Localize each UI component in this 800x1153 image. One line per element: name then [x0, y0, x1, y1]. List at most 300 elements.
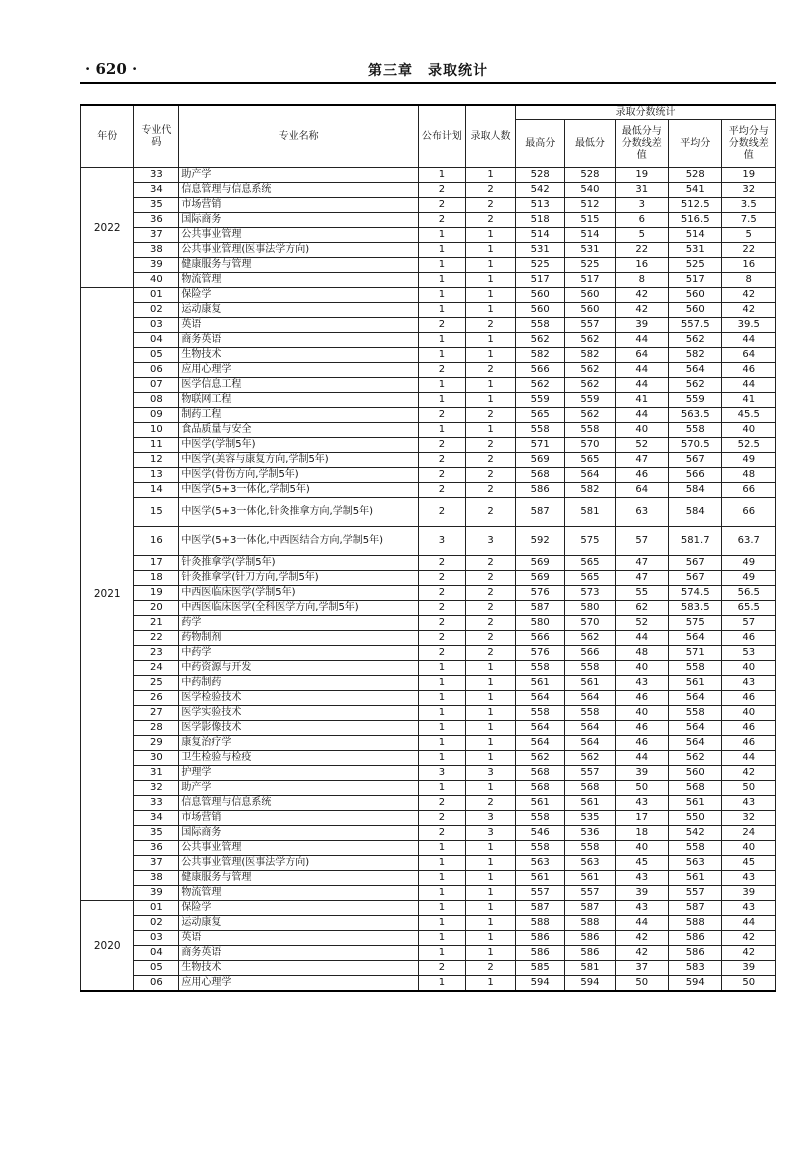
max-cell: 563 [516, 856, 565, 871]
avg-cell: 594 [669, 976, 722, 992]
admitted-cell: 1 [465, 841, 515, 856]
table-row [81, 423, 776, 438]
plan-cell: 1 [418, 721, 465, 736]
avg-cell: 571 [669, 646, 722, 661]
avg-cell: 558 [669, 706, 722, 721]
min-cell: 564 [565, 691, 615, 706]
name-cell: 中西医临床医学(全科医学方向,学制5年) [179, 601, 419, 616]
table-row [81, 601, 776, 616]
plan-cell: 2 [418, 468, 465, 483]
col-header-year: 年份 [81, 105, 134, 168]
avg-diff-cell: 41 [722, 393, 776, 408]
avg-diff-cell: 42 [722, 303, 776, 318]
avg-cell: 588 [669, 916, 722, 931]
code-cell: 36 [134, 841, 179, 856]
name-cell: 商务英语 [179, 946, 419, 961]
plan-cell: 1 [418, 706, 465, 721]
min-cell: 514 [565, 228, 615, 243]
code-cell: 03 [134, 318, 179, 333]
max-cell: 576 [516, 586, 565, 601]
avg-diff-cell: 3.5 [722, 198, 776, 213]
code-cell: 01 [134, 901, 179, 916]
col-header-group: 录取分数统计 [516, 105, 776, 120]
name-cell: 市场营销 [179, 198, 419, 213]
avg-cell: 542 [669, 826, 722, 841]
plan-cell: 1 [418, 423, 465, 438]
admitted-cell: 1 [465, 333, 515, 348]
name-cell: 医学信息工程 [179, 378, 419, 393]
min-cell: 560 [565, 303, 615, 318]
min-cell: 575 [565, 527, 615, 556]
table-row [81, 931, 776, 946]
avg-cell: 516.5 [669, 213, 722, 228]
table-row [81, 721, 776, 736]
code-cell: 36 [134, 213, 179, 228]
avg-cell: 583 [669, 961, 722, 976]
table-row [81, 198, 776, 213]
table-row [81, 183, 776, 198]
min-cell: 557 [565, 766, 615, 781]
min-diff-cell: 8 [615, 273, 668, 288]
avg-cell: 586 [669, 946, 722, 961]
avg-cell: 583.5 [669, 601, 722, 616]
max-cell: 586 [516, 931, 565, 946]
admitted-cell: 1 [465, 931, 515, 946]
min-cell: 581 [565, 498, 615, 527]
avg-cell: 563.5 [669, 408, 722, 423]
name-cell: 生物技术 [179, 348, 419, 363]
plan-cell: 2 [418, 408, 465, 423]
avg-diff-cell: 40 [722, 841, 776, 856]
code-cell: 05 [134, 348, 179, 363]
name-cell: 物联网工程 [179, 393, 419, 408]
max-cell: 546 [516, 826, 565, 841]
plan-cell: 2 [418, 586, 465, 601]
avg-cell: 564 [669, 363, 722, 378]
name-cell: 助产学 [179, 168, 419, 183]
avg-cell: 564 [669, 721, 722, 736]
min-cell: 565 [565, 453, 615, 468]
max-cell: 565 [516, 408, 565, 423]
min-diff-cell: 6 [615, 213, 668, 228]
name-cell: 中西医临床医学(学制5年) [179, 586, 419, 601]
min-cell: 588 [565, 916, 615, 931]
avg-diff-cell: 44 [722, 751, 776, 766]
min-cell: 558 [565, 661, 615, 676]
code-cell: 07 [134, 378, 179, 393]
avg-cell: 559 [669, 393, 722, 408]
admitted-cell: 1 [465, 856, 515, 871]
name-cell: 助产学 [179, 781, 419, 796]
name-cell: 医学影像技术 [179, 721, 419, 736]
min-cell: 531 [565, 243, 615, 258]
plan-cell: 1 [418, 976, 465, 992]
table-row [81, 243, 776, 258]
year-cell: 2022 [81, 168, 134, 288]
avg-diff-cell: 32 [722, 811, 776, 826]
admitted-cell: 1 [465, 393, 515, 408]
max-cell: 558 [516, 706, 565, 721]
code-cell: 23 [134, 646, 179, 661]
min-diff-cell: 44 [615, 916, 668, 931]
admitted-cell: 1 [465, 901, 515, 916]
min-cell: 515 [565, 213, 615, 228]
avg-cell: 512.5 [669, 198, 722, 213]
name-cell: 应用心理学 [179, 976, 419, 992]
admitted-cell: 3 [465, 826, 515, 841]
min-diff-cell: 46 [615, 736, 668, 751]
year-cell: 2021 [81, 288, 134, 901]
avg-diff-cell: 32 [722, 183, 776, 198]
name-cell: 运动康复 [179, 303, 419, 318]
min-cell: 565 [565, 556, 615, 571]
min-diff-cell: 44 [615, 333, 668, 348]
avg-diff-cell: 49 [722, 453, 776, 468]
max-cell: 564 [516, 721, 565, 736]
min-cell: 535 [565, 811, 615, 826]
min-diff-cell: 44 [615, 408, 668, 423]
min-diff-cell: 17 [615, 811, 668, 826]
code-cell: 09 [134, 408, 179, 423]
avg-diff-cell: 43 [722, 901, 776, 916]
min-cell: 582 [565, 348, 615, 363]
avg-cell: 575 [669, 616, 722, 631]
avg-diff-cell: 40 [722, 423, 776, 438]
code-cell: 38 [134, 243, 179, 258]
min-diff-cell: 55 [615, 586, 668, 601]
avg-diff-cell: 45 [722, 856, 776, 871]
min-cell: 558 [565, 841, 615, 856]
admitted-cell: 3 [465, 811, 515, 826]
code-cell: 18 [134, 571, 179, 586]
min-cell: 528 [565, 168, 615, 183]
max-cell: 514 [516, 228, 565, 243]
min-diff-cell: 46 [615, 691, 668, 706]
code-cell: 33 [134, 796, 179, 811]
code-cell: 17 [134, 556, 179, 571]
avg-cell: 564 [669, 736, 722, 751]
min-cell: 561 [565, 871, 615, 886]
avg-cell: 562 [669, 333, 722, 348]
min-cell: 561 [565, 676, 615, 691]
name-cell: 健康服务与管理 [179, 258, 419, 273]
name-cell: 中药制药 [179, 676, 419, 691]
plan-cell: 2 [418, 811, 465, 826]
min-diff-cell: 52 [615, 616, 668, 631]
avg-cell: 560 [669, 288, 722, 303]
avg-diff-cell: 46 [722, 691, 776, 706]
code-cell: 39 [134, 886, 179, 901]
name-cell: 公共事业管理 [179, 228, 419, 243]
min-cell: 559 [565, 393, 615, 408]
admitted-cell: 2 [465, 363, 515, 378]
min-cell: 581 [565, 961, 615, 976]
admitted-cell: 3 [465, 527, 515, 556]
min-cell: 562 [565, 363, 615, 378]
min-cell: 586 [565, 931, 615, 946]
plan-cell: 1 [418, 378, 465, 393]
code-cell: 30 [134, 751, 179, 766]
min-diff-cell: 40 [615, 841, 668, 856]
name-cell: 市场营销 [179, 811, 419, 826]
table-row [81, 378, 776, 393]
col-header-min-diff: 最低分与分数线差值 [615, 120, 668, 168]
table-row [81, 706, 776, 721]
name-cell: 医学检验技术 [179, 691, 419, 706]
table-row [81, 616, 776, 631]
admitted-cell: 2 [465, 408, 515, 423]
code-cell: 15 [134, 498, 179, 527]
avg-cell: 541 [669, 183, 722, 198]
avg-diff-cell: 44 [722, 333, 776, 348]
code-cell: 03 [134, 931, 179, 946]
min-cell: 568 [565, 781, 615, 796]
avg-cell: 557.5 [669, 318, 722, 333]
table-row [81, 796, 776, 811]
max-cell: 568 [516, 781, 565, 796]
admitted-cell: 2 [465, 213, 515, 228]
admitted-cell: 2 [465, 468, 515, 483]
name-cell: 保险学 [179, 288, 419, 303]
avg-cell: 567 [669, 571, 722, 586]
plan-cell: 2 [418, 961, 465, 976]
max-cell: 569 [516, 453, 565, 468]
code-cell: 12 [134, 453, 179, 468]
plan-cell: 1 [418, 691, 465, 706]
min-cell: 562 [565, 408, 615, 423]
avg-diff-cell: 45.5 [722, 408, 776, 423]
max-cell: 558 [516, 661, 565, 676]
plan-cell: 2 [418, 498, 465, 527]
code-cell: 13 [134, 468, 179, 483]
max-cell: 562 [516, 378, 565, 393]
plan-cell: 2 [418, 483, 465, 498]
avg-diff-cell: 63.7 [722, 527, 776, 556]
max-cell: 558 [516, 841, 565, 856]
min-diff-cell: 42 [615, 303, 668, 318]
admission-score-table [80, 104, 776, 992]
plan-cell: 2 [418, 453, 465, 468]
avg-cell: 574.5 [669, 586, 722, 601]
avg-cell: 581.7 [669, 527, 722, 556]
plan-cell: 3 [418, 527, 465, 556]
plan-cell: 2 [418, 183, 465, 198]
min-cell: 566 [565, 646, 615, 661]
max-cell: 558 [516, 811, 565, 826]
avg-cell: 528 [669, 168, 722, 183]
avg-cell: 562 [669, 751, 722, 766]
name-cell: 国际商务 [179, 213, 419, 228]
min-cell: 557 [565, 886, 615, 901]
min-diff-cell: 47 [615, 571, 668, 586]
table-row [81, 228, 776, 243]
avg-diff-cell: 46 [722, 736, 776, 751]
avg-diff-cell: 65.5 [722, 601, 776, 616]
name-cell: 英语 [179, 931, 419, 946]
admitted-cell: 2 [465, 483, 515, 498]
max-cell: 518 [516, 213, 565, 228]
avg-diff-cell: 5 [722, 228, 776, 243]
name-cell: 医学实验技术 [179, 706, 419, 721]
min-cell: 540 [565, 183, 615, 198]
min-diff-cell: 41 [615, 393, 668, 408]
table-row [81, 168, 776, 183]
min-cell: 560 [565, 288, 615, 303]
table-row [81, 363, 776, 378]
admitted-cell: 1 [465, 288, 515, 303]
avg-diff-cell: 22 [722, 243, 776, 258]
avg-cell: 514 [669, 228, 722, 243]
min-cell: 564 [565, 721, 615, 736]
min-cell: 564 [565, 468, 615, 483]
min-diff-cell: 64 [615, 348, 668, 363]
plan-cell: 1 [418, 736, 465, 751]
max-cell: 569 [516, 571, 565, 586]
code-cell: 37 [134, 856, 179, 871]
min-diff-cell: 50 [615, 781, 668, 796]
avg-cell: 560 [669, 303, 722, 318]
code-cell: 38 [134, 871, 179, 886]
col-header-min: 最低分 [565, 120, 615, 168]
name-cell: 公共事业管理(医事法学方向) [179, 856, 419, 871]
code-cell: 14 [134, 483, 179, 498]
admitted-cell: 2 [465, 498, 515, 527]
table-row [81, 527, 776, 556]
table-row [81, 586, 776, 601]
name-cell: 护理学 [179, 766, 419, 781]
avg-diff-cell: 44 [722, 916, 776, 931]
table-row [81, 288, 776, 303]
table-row [81, 646, 776, 661]
admitted-cell: 1 [465, 736, 515, 751]
avg-diff-cell: 43 [722, 676, 776, 691]
max-cell: 587 [516, 901, 565, 916]
code-cell: 39 [134, 258, 179, 273]
min-cell: 587 [565, 901, 615, 916]
min-cell: 562 [565, 751, 615, 766]
table-row [81, 946, 776, 961]
plan-cell: 2 [418, 571, 465, 586]
admitted-cell: 1 [465, 751, 515, 766]
min-diff-cell: 43 [615, 901, 668, 916]
name-cell: 信息管理与信息系统 [179, 796, 419, 811]
plan-cell: 1 [418, 303, 465, 318]
table-row [81, 303, 776, 318]
name-cell: 信息管理与信息系统 [179, 183, 419, 198]
min-cell: 564 [565, 736, 615, 751]
name-cell: 康复治疗学 [179, 736, 419, 751]
max-cell: 580 [516, 616, 565, 631]
avg-cell: 564 [669, 691, 722, 706]
max-cell: 561 [516, 871, 565, 886]
table-row [81, 751, 776, 766]
min-cell: 570 [565, 616, 615, 631]
code-cell: 11 [134, 438, 179, 453]
min-diff-cell: 42 [615, 288, 668, 303]
code-cell: 28 [134, 721, 179, 736]
min-diff-cell: 45 [615, 856, 668, 871]
max-cell: 568 [516, 766, 565, 781]
name-cell: 针灸推拿学(学制5年) [179, 556, 419, 571]
plan-cell: 1 [418, 333, 465, 348]
avg-cell: 550 [669, 811, 722, 826]
code-cell: 21 [134, 616, 179, 631]
plan-cell: 1 [418, 946, 465, 961]
avg-diff-cell: 44 [722, 378, 776, 393]
min-diff-cell: 5 [615, 228, 668, 243]
min-diff-cell: 3 [615, 198, 668, 213]
min-diff-cell: 52 [615, 438, 668, 453]
avg-cell: 562 [669, 378, 722, 393]
plan-cell: 1 [418, 273, 465, 288]
avg-diff-cell: 43 [722, 871, 776, 886]
min-diff-cell: 18 [615, 826, 668, 841]
min-diff-cell: 39 [615, 766, 668, 781]
name-cell: 运动康复 [179, 916, 419, 931]
avg-cell: 531 [669, 243, 722, 258]
avg-cell: 564 [669, 631, 722, 646]
avg-diff-cell: 53 [722, 646, 776, 661]
admitted-cell: 1 [465, 946, 515, 961]
admitted-cell: 2 [465, 796, 515, 811]
admitted-cell: 1 [465, 258, 515, 273]
avg-diff-cell: 42 [722, 931, 776, 946]
plan-cell: 1 [418, 856, 465, 871]
code-cell: 35 [134, 198, 179, 213]
avg-cell: 566 [669, 468, 722, 483]
name-cell: 药物制剂 [179, 631, 419, 646]
max-cell: 528 [516, 168, 565, 183]
max-cell: 564 [516, 736, 565, 751]
admitted-cell: 1 [465, 273, 515, 288]
avg-diff-cell: 39 [722, 961, 776, 976]
chapter-title: 第三章 录取统计 [368, 63, 488, 79]
max-cell: 525 [516, 258, 565, 273]
min-diff-cell: 42 [615, 946, 668, 961]
max-cell: 560 [516, 303, 565, 318]
plan-cell: 3 [418, 766, 465, 781]
min-diff-cell: 43 [615, 871, 668, 886]
plan-cell: 2 [418, 646, 465, 661]
col-header-max: 最高分 [516, 120, 565, 168]
avg-cell: 557 [669, 886, 722, 901]
avg-diff-cell: 40 [722, 706, 776, 721]
name-cell: 制药工程 [179, 408, 419, 423]
plan-cell: 1 [418, 228, 465, 243]
name-cell: 国际商务 [179, 826, 419, 841]
avg-cell: 584 [669, 498, 722, 527]
table-row [81, 811, 776, 826]
table-row [81, 213, 776, 228]
admitted-cell: 1 [465, 706, 515, 721]
min-diff-cell: 40 [615, 423, 668, 438]
plan-cell: 2 [418, 318, 465, 333]
plan-cell: 2 [418, 363, 465, 378]
min-diff-cell: 44 [615, 363, 668, 378]
table-row [81, 273, 776, 288]
max-cell: 585 [516, 961, 565, 976]
table-row [81, 961, 776, 976]
code-cell: 05 [134, 961, 179, 976]
name-cell: 健康服务与管理 [179, 871, 419, 886]
max-cell: 560 [516, 288, 565, 303]
admitted-cell: 1 [465, 886, 515, 901]
min-diff-cell: 37 [615, 961, 668, 976]
max-cell: 588 [516, 916, 565, 931]
admitted-cell: 2 [465, 318, 515, 333]
min-diff-cell: 44 [615, 378, 668, 393]
min-diff-cell: 46 [615, 721, 668, 736]
